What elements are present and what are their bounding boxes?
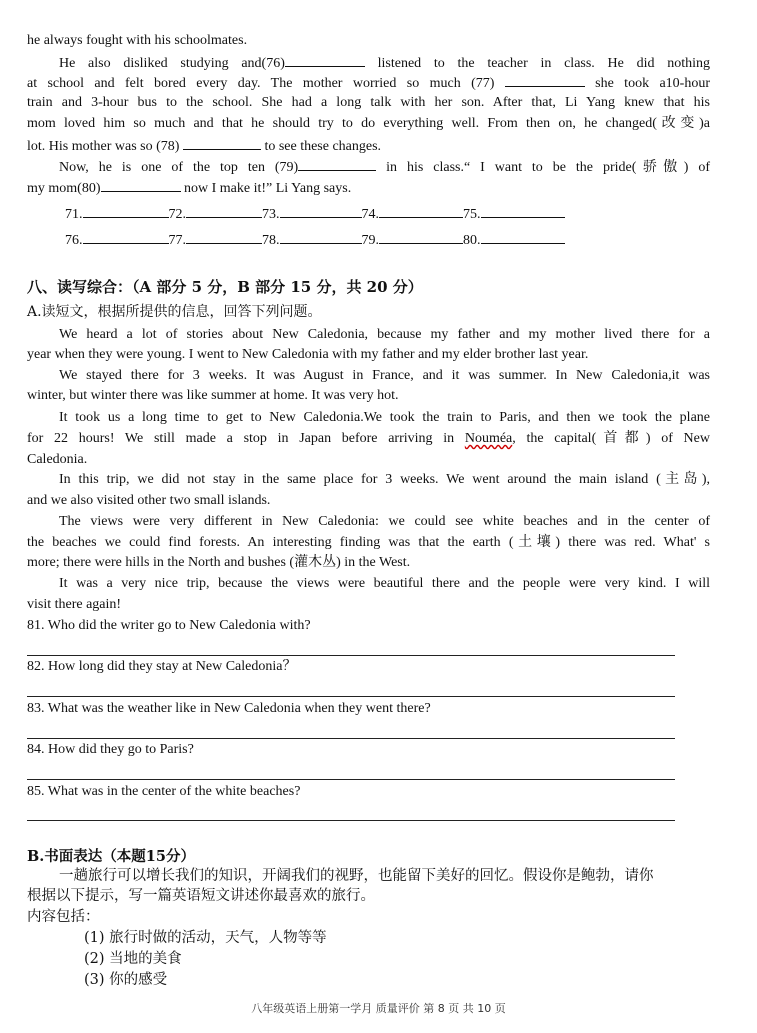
passage-line: The views were very different in New Caledonia: we could see white beaches and in the center of — [59, 514, 710, 529]
answer-blank[interactable] — [379, 229, 463, 244]
answer-cell — [362, 203, 464, 225]
answer-number: 77. — [168, 233, 186, 248]
cloze-text: listened to the teacher in class. He did nothing — [364, 56, 710, 71]
answer-cell — [463, 203, 565, 225]
part-b-item-2: (2) 当地的美食 — [84, 951, 182, 967]
cloze-line-7 — [59, 156, 710, 178]
passage-line: year when they were young. I went to New Caledonia with my father and my elder brother last year. — [27, 347, 589, 362]
passage-line: Caledonia. — [27, 452, 88, 467]
answer-number: 71. — [65, 207, 83, 222]
passage-line: It took us a long time to get to New Caledonia.We took the train to Paris, and then we took the plane — [59, 410, 710, 425]
noumea-word: Nouméa — [464, 431, 513, 446]
answer-cell — [262, 229, 362, 251]
answer-blank[interactable] — [186, 203, 262, 218]
answer-cell — [262, 203, 362, 225]
question-81: 81. Who did the writer go to New Caledonia with? — [27, 618, 311, 633]
passage-line: the beaches we could find forests. An interesting finding was that the earth (土壤) there was red. What' s — [27, 535, 710, 550]
passage-line: winter, but winter there was like summer at home. It was very hot. — [27, 388, 399, 403]
part-b-prompt-line-1: 一趟旅行可以增长我们的知识，开阔我们的视野，也能留下美好的回忆。假设你是鲍勃，请你 — [59, 868, 654, 884]
passage-line — [27, 429, 710, 449]
answer-row-2 — [65, 229, 565, 251]
answer-line-81[interactable] — [27, 655, 675, 656]
part-b-item-3: (3) 你的感受 — [84, 972, 168, 988]
passage-line: We heard a lot of stories about New Caledonia, because my father and my mother lived there for a — [59, 327, 710, 342]
blank-78[interactable] — [183, 135, 261, 150]
cloze-text: Now, he is one of the top ten (79) — [59, 160, 299, 175]
cloze-text: she took a10-hour — [584, 76, 710, 91]
cloze-line-1: he always fought with his schoolmates. — [27, 33, 248, 48]
question-82: 82. How long did they stay at New Caledonia？ — [27, 659, 297, 674]
answer-line-85[interactable] — [27, 820, 675, 821]
blank-77[interactable] — [505, 72, 585, 87]
page-footer: 八年级英语上册第一学月 质量评价 第 8 页 共 10 页 — [251, 1002, 506, 1015]
answer-line-84[interactable] — [27, 779, 675, 780]
question-85: 85. What was in the center of the white beaches? — [27, 784, 301, 799]
cloze-text: now I make it!” Li Yang says. — [180, 181, 352, 196]
section-8-heading: 八、读写综合：（A 部分 5 分，B 部分 15 分，共 20 分） — [27, 278, 423, 296]
answer-number: 79. — [361, 233, 379, 248]
answer-line-83[interactable] — [27, 738, 675, 739]
passage-text: for 22 hours! We still made a stop in Japan before arriving in — [27, 431, 465, 446]
part-b-content-label: 内容包括： — [27, 909, 100, 925]
answer-cell — [169, 229, 263, 251]
answer-blank[interactable] — [481, 229, 565, 244]
answer-blank[interactable] — [186, 229, 262, 244]
answer-number: 73. — [262, 207, 280, 222]
passage-line: visit there again! — [27, 597, 122, 612]
answer-number: 74. — [361, 207, 379, 222]
cloze-line-8 — [27, 177, 710, 199]
question-83: 83. What was the weather like in New Caledonia when they went there? — [27, 701, 431, 716]
passage-line: and we also visited other two small islands. — [27, 493, 271, 508]
answer-cell — [463, 229, 565, 251]
answer-blank[interactable] — [280, 229, 362, 244]
passage-line: more; there were hills in the North and bushes (灌木丛) in the West. — [27, 555, 411, 570]
passage-text: , the capital(首都) of New — [512, 431, 710, 446]
answer-number: 72. — [168, 207, 186, 222]
passage-line: It was a very nice trip, because the views were beautiful there and the people were very kind. I will — [59, 576, 710, 591]
question-84: 84. How did they go to Paris? — [27, 742, 194, 757]
answer-number: 76. — [65, 233, 83, 248]
answer-number: 80. — [463, 233, 481, 248]
answer-row-1 — [65, 203, 565, 225]
answer-blank[interactable] — [83, 229, 169, 244]
passage-line: In this trip, we did not stay in the same place for 3 weeks. We went around the main island (主岛), — [59, 472, 710, 487]
answer-blank[interactable] — [83, 203, 169, 218]
answer-line-82[interactable] — [27, 696, 675, 697]
part-b-item-1: (1) 旅行时做的活动，天气，人物等等 — [84, 930, 327, 946]
answer-blank[interactable] — [379, 203, 463, 218]
answer-cell — [169, 203, 263, 225]
blank-80[interactable] — [101, 177, 181, 192]
answer-number: 75. — [463, 207, 481, 222]
cloze-line-6 — [27, 135, 710, 157]
cloze-text: at school and felt bored every day. The mother worried so much (77) — [27, 76, 505, 91]
part-a-instruction: A.读短文，根据所提供的信息，回答下列问题。 — [27, 304, 322, 320]
passage-line: We stayed there for 3 weeks. It was August in France, and it was summer. In New Caledonia,it was — [59, 368, 710, 383]
blank-76[interactable] — [285, 52, 365, 67]
blank-79[interactable] — [298, 156, 376, 171]
answer-cell — [362, 229, 464, 251]
cloze-line-2 — [59, 52, 710, 74]
answer-blank[interactable] — [481, 203, 565, 218]
cloze-line-5: mom loved him so much and that he should try to do everything well. From then on, he changed(改变)a — [27, 116, 710, 131]
cloze-text: lot. His mother was so (78) — [27, 139, 183, 154]
answer-number: 78. — [262, 233, 280, 248]
cloze-text: in his class.“ I want to be the pride(骄傲) of — [376, 160, 710, 175]
cloze-text: my mom(80) — [27, 181, 101, 196]
cloze-text: He also disliked studying and(76) — [59, 56, 285, 71]
answer-blank[interactable] — [280, 203, 362, 218]
cloze-text: to see these changes. — [260, 139, 382, 154]
part-b-prompt-line-2: 根据以下提示，写一篇英语短文讲述你最喜欢的旅行。 — [27, 888, 375, 904]
part-b-heading: B.书面表达（本题15分） — [27, 848, 195, 865]
cloze-line-4: train and 3-hour bus to the school. She had a long talk with her son. After that, Li Yang knew that his — [27, 95, 710, 110]
answer-cell — [65, 203, 169, 225]
answer-cell — [65, 229, 169, 251]
cloze-line-3 — [27, 72, 710, 94]
